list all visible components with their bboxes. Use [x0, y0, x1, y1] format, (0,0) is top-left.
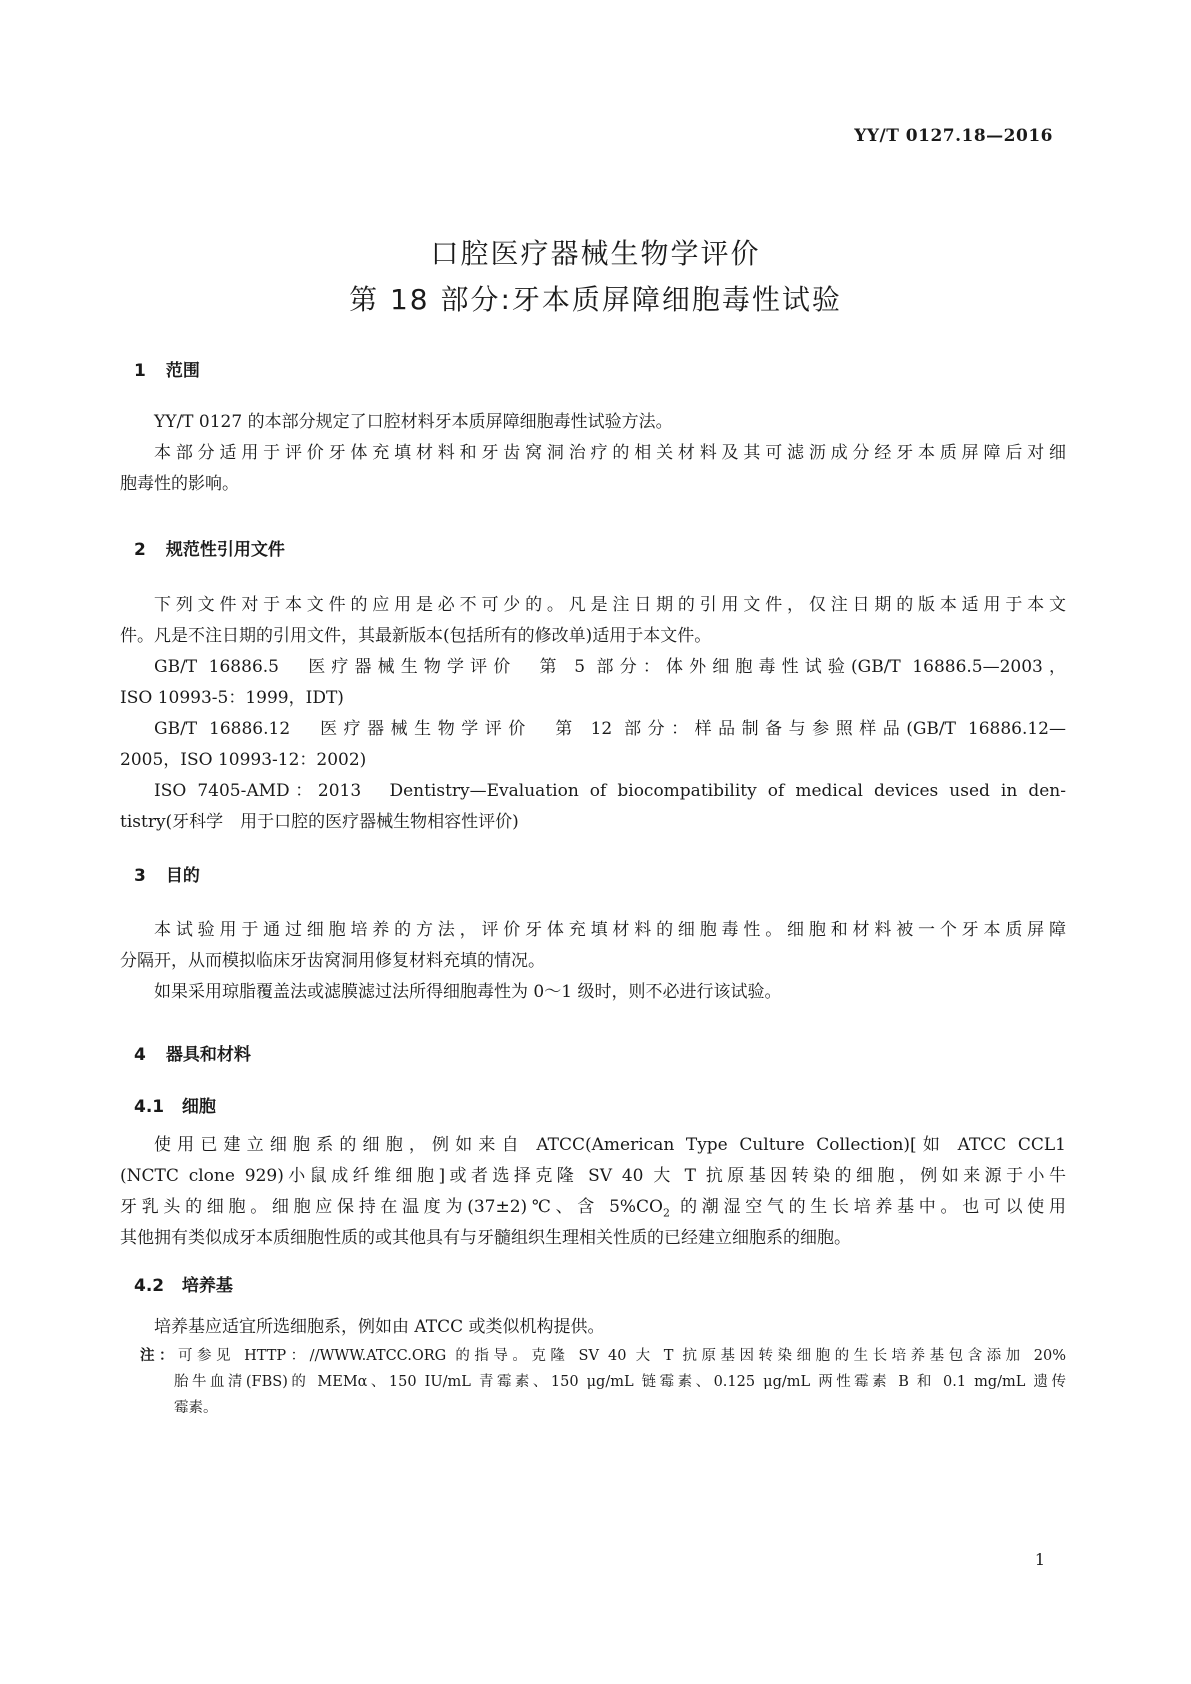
paragraph-line: 下列文件对于本文件的应用是必不可少的。凡是注日期的引用文件，仅注日期的版本适用于本文 — [154, 595, 1066, 615]
note-block — [140, 1343, 1066, 1421]
section-title: 规范性引用文件 — [165, 540, 285, 560]
section-number: 3 — [134, 866, 146, 886]
paragraph: 如果采用琼脂覆盖法或滤膜滤过法所得细胞毒性为 0～1 级时，则不必进行该试验。 — [154, 982, 782, 1002]
paragraph-line: 本试验用于通过细胞培养的方法，评价牙体充填材料的细胞毒性。细胞和材料被一个牙本质屏障 — [154, 920, 1066, 940]
paragraph-line: 使用已建立细胞系的细胞，例如来自 ATCC(American Type Culture Collection)[如 ATCC CCL1 — [154, 1135, 1066, 1155]
subsection-number: 4.2 — [134, 1276, 165, 1296]
subsection-4-1-heading — [134, 1092, 216, 1117]
section-4-heading — [134, 1040, 251, 1065]
section-title: 器具和材料 — [165, 1045, 251, 1065]
title-line-2: 第 18 部分:牙本质屏障细胞毒性试验 — [349, 283, 842, 316]
reference-line: 2005，ISO 10993-12：2002) — [120, 750, 367, 770]
section-number: 2 — [134, 540, 146, 560]
document-number: YY/T 0127.18—2016 — [854, 126, 1053, 146]
subsection-4-2-heading — [134, 1271, 233, 1296]
section-1-heading — [134, 356, 200, 381]
paragraph: YY/T 0127 的本部分规定了口腔材料牙本质屏障细胞毒性试验方法。 — [154, 412, 673, 432]
subsection-number: 4.1 — [134, 1097, 165, 1117]
section-3-heading — [134, 861, 200, 886]
subsection-title: 细胞 — [181, 1097, 216, 1117]
section-number: 4 — [134, 1045, 146, 1065]
text-run: 牙乳头的细胞。细胞应保持在温度为(37±2)℃、含 5%CO — [120, 1197, 663, 1217]
section-number: 1 — [134, 361, 146, 381]
section-title: 范围 — [165, 361, 200, 381]
subsection-title: 培养基 — [181, 1276, 233, 1296]
section-title: 目的 — [165, 866, 200, 886]
reference-line: GB/T 16886.12 医疗器械生物学评价 第 12 部分：样品制备与参照样品(GB/T 16886.12— — [154, 719, 1066, 739]
note-label: 注： — [140, 1348, 179, 1364]
reference-line: GB/T 16886.5 医疗器械生物学评价 第 5 部分：体外细胞毒性试验(GB/T 16886.5—2003， — [154, 657, 1066, 677]
paragraph-line: (NCTC clone 929)小鼠成纤维细胞]或者选择克隆 SV 40 大 T 抗原基因转染的细胞，例如来源于小牛 — [120, 1166, 1066, 1186]
page-number: 1 — [1034, 1550, 1045, 1569]
paragraph-line: 本部分适用于评价牙体充填材料和牙齿窝洞治疗的相关材料及其可滤沥成分经牙本质屏障后对细 — [154, 443, 1066, 463]
note-line: 胎牛血清(FBS)的 MEMα、150 IU/mL 青霉素、150 μg/mL 链霉素、0.125 μg/mL 两性霉素 B 和 0.1 mg/mL 遗传 — [174, 1374, 1066, 1390]
title-line-1: 口腔医疗器械生物学评价 — [430, 237, 761, 270]
paragraph-line: 件。凡是不注日期的引用文件，其最新版本(包括所有的修改单)适用于本文件。 — [120, 626, 712, 646]
reference-line: ISO 7405-AMD：2013 Dentistry—Evaluation of biocompatibility of medical devices used in den- — [154, 781, 1066, 801]
section-2-heading — [134, 535, 285, 560]
note-line — [140, 1343, 1066, 1369]
paragraph: 培养基应适宜所选细胞系，例如由 ATCC 或类似机构提供。 — [154, 1317, 605, 1337]
subscript: 2 — [663, 1206, 670, 1220]
reference-line: ISO 10993-5：1999，IDT) — [120, 688, 344, 708]
paragraph-line: 其他拥有类似成牙本质细胞性质的或其他具有与牙髓组织生理相关性质的已经建立细胞系的细胞。 — [120, 1228, 851, 1248]
note-text: 可参见 HTTP：//WWW.ATCC.ORG 的指导。克隆 SV 40 大 T 抗原基因转染细胞的生长培养基包含添加 20% — [178, 1348, 1066, 1364]
paragraph-line: 胞毒性的影响。 — [120, 474, 239, 494]
note-line: 霉素。 — [174, 1400, 218, 1416]
paragraph-line: 分隔开，从而模拟临床牙齿窝洞用修复材料充填的情况。 — [120, 951, 545, 971]
reference-line: tistry(牙科学 用于口腔的医疗器械生物相容性评价) — [120, 812, 519, 832]
text-run: 的潮湿空气的生长培养基中。也可以使用 — [670, 1197, 1067, 1217]
